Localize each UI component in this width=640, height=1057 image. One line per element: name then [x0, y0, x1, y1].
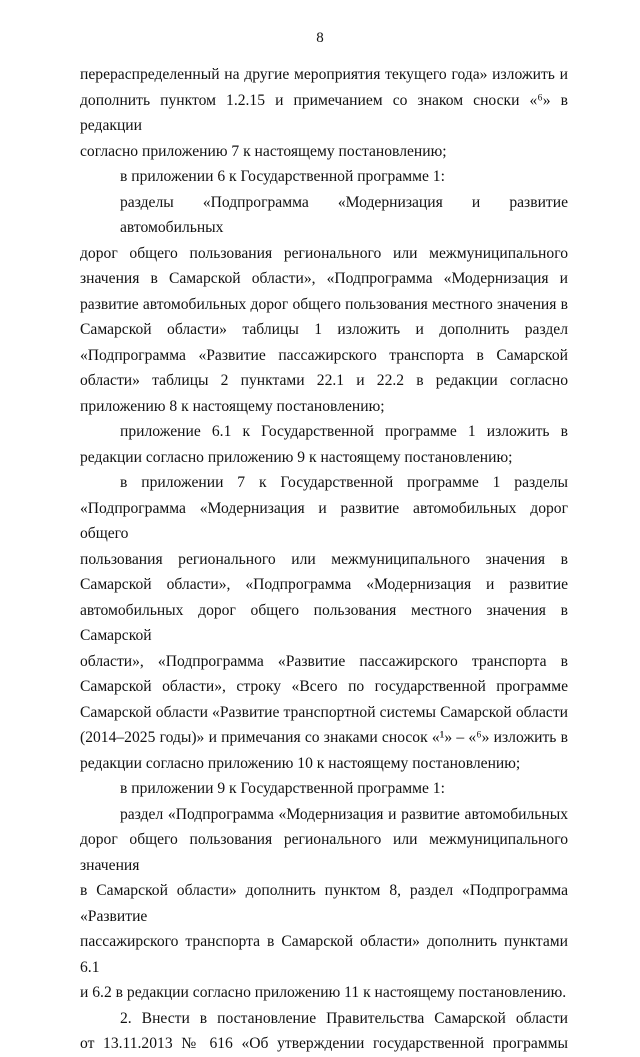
text-line: 2. Внести в постановление Правительства Самарской области: [120, 1009, 568, 1027]
text-line: дорог общего пользования регионального или межмуниципального значения: [80, 831, 568, 874]
text-line: Самарской области», «Подпрограмма «Модернизация и развитие: [80, 576, 568, 593]
text-line: «Подпрограмма «Развитие пассажирского транспорта в Самарской: [80, 346, 568, 364]
text-line: области» таблицы 2 пунктами 22.1 и 22.2 в редакции согласно: [80, 372, 568, 389]
text-line: приложению 8 к настоящему постановлению;: [80, 397, 385, 415]
text-line: в приложении 9 к Государственной программе 1:: [120, 780, 445, 797]
text-line: дорог общего пользования регионального или межмуниципального: [80, 244, 568, 262]
text-line: области», «Подпрограмма «Развитие пассажирского транспорта в: [80, 652, 568, 670]
text-line: в приложении 7 к Государственной программе 1 разделы: [120, 474, 568, 491]
text-line: раздел «Подпрограмма «Модернизация и развитие автомобильных: [120, 805, 568, 823]
text-line: разделы «Подпрограмма «Модернизация и развитие автомобильных: [120, 193, 568, 236]
text-line: пассажирского транспорта в Самарской области» дополнить пунктами 6.1: [80, 933, 568, 976]
text-line: Самарской области «Развитие транспортной системы Самарской области: [80, 703, 568, 721]
text-line: развитие автомобильных дорог общего пользования местного значения в: [80, 295, 568, 313]
page-number: 8: [316, 30, 324, 46]
text-line: согласно приложению 7 к настоящему постановлению;: [80, 142, 447, 160]
text-line: редакции согласно приложению 9 к настоящему постановлению;: [80, 448, 513, 466]
text-line: и 6.2 в редакции согласно приложению 11 к настоящему постановлению.: [80, 984, 567, 1001]
text-line: значения в Самарской области», «Подпрограмма «Модернизация и: [80, 270, 568, 287]
text-line: приложение 6.1 к Государственной программе 1 изложить в: [120, 423, 568, 440]
text-line: редакции согласно приложению 10 к настоящему постановлению;: [80, 754, 521, 772]
text-line: пользования регионального или межмуниципального значения в: [80, 550, 568, 568]
text-line: перераспределенный на другие мероприятия текущего года» изложить и: [80, 66, 568, 83]
text-line: Самарской области» таблицы 1 изложить и дополнить раздел: [80, 321, 568, 338]
document-text: [80, 62, 568, 1057]
text-line: в приложении 6 к Государственной программе 1:: [120, 168, 445, 185]
text-line: автомобильных дорог общего пользования местного значения в Самарской: [80, 601, 568, 644]
text-line: (2014–2025 годы)» и примечания со знаками сносок «¹» – «⁶» изложить в: [80, 729, 568, 746]
text-line: «Подпрограмма «Модернизация и развитие автомобильных дорог общего: [80, 499, 568, 542]
text-line: дополнить пунктом 1.2.15 и примечанием со знаком сноски «⁶» в редакции: [80, 91, 568, 134]
document-body: [80, 62, 568, 1057]
text-line: в Самарской области» дополнить пунктом 8, раздел «Подпрограмма «Развитие: [80, 882, 568, 925]
text-line: Самарской области», строку «Всего по государственной программе: [80, 678, 568, 695]
text-line: от 13.11.2013 № 616 «Об утверждении государственной программы: [80, 1035, 568, 1052]
